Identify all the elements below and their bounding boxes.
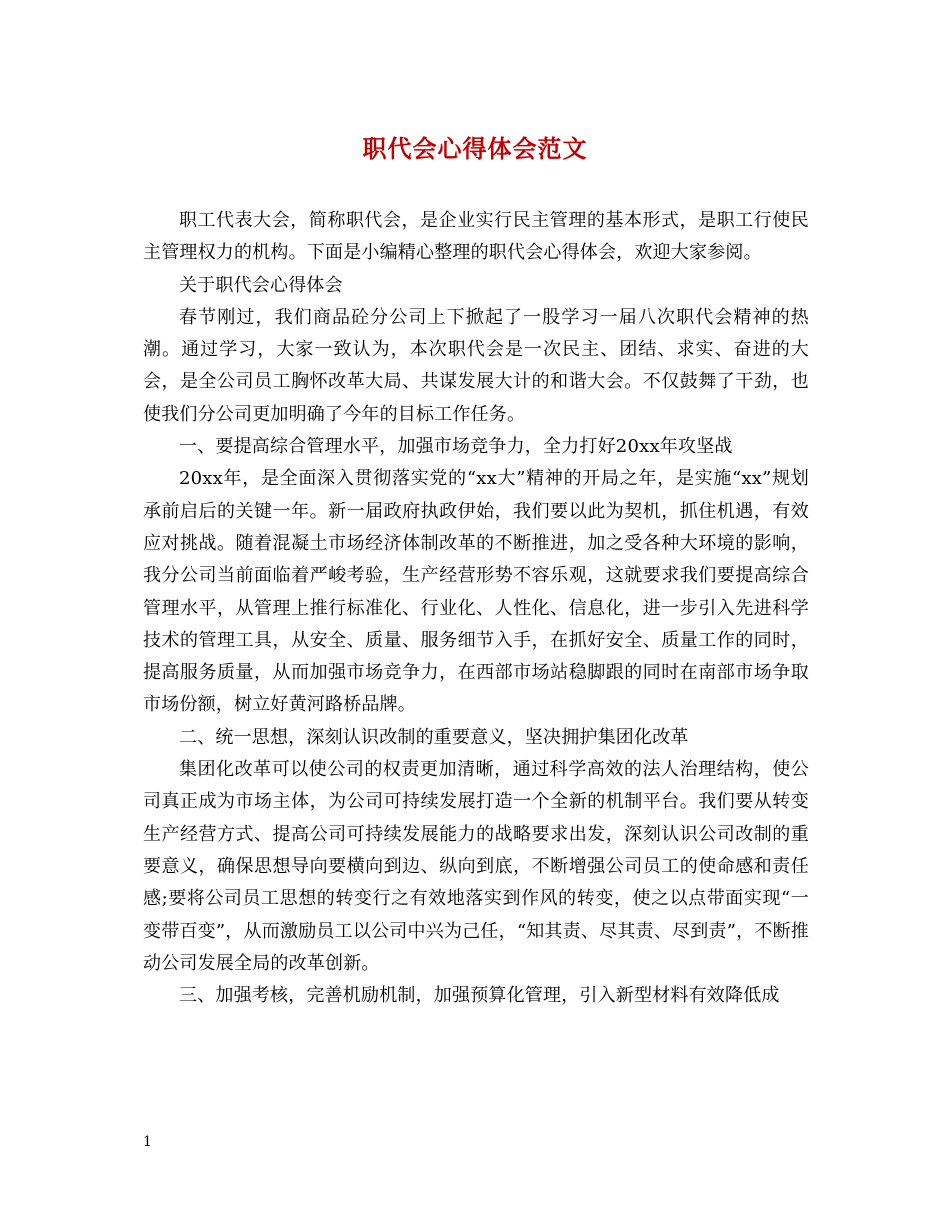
document-body	[143, 205, 809, 1012]
body-paragraph: 20xx年，是全面深入贯彻落实党的“xx大”精神的开局之年，是实施“xx”规划承前启后的关键一年。新一届政府执政伊始，我们要以此为契机，抓住机遇，有效应对挑战。随着混凝土市场经济体制改革的不断推进，加之受各种大环境的影响，我分公司当前面临着严峻考验，生产经营形势不容乐观，这就要求我们要提高综合管理水平，从管理上推行标准化、行业化、人性化、信息化，进一步引入先进科学技术的管理工具，从安全、质量、服务细节入手，在抓好安全、质量工作的同时，提高服务质量，从而加强市场竞争力，在西部市场站稳脚跟的同时在南部市场争取市场份额，树立好黄河路桥品牌。	[143, 468, 809, 716]
body-paragraph: 春节刚过，我们商品砼分公司上下掀起了一股学习一届八次职代会精神的热潮。通过学习，大家一致认为，本次职代会是一次民主、团结、求实、奋进的大会，是全公司员工胸怀改革大局、共谋发展大计的和谐大会。不仅鼓舞了干劲，也使我们分公司更加明确了今年的目标工作任务。	[143, 306, 809, 425]
section-heading-one: 一、要提高综合管理水平，加强市场竞争力，全力打好20xx年攻坚战	[179, 436, 733, 458]
section-heading-three: 三、加强考核，完善机励机制，加强预算化管理，引入新型材料有效降低成	[179, 985, 780, 1007]
document-title: 职代会心得体会范文	[362, 134, 588, 163]
intro-paragraph: 职工代表大会，简称职代会，是企业实行民主管理的基本形式，是职工行使民主管理权力的机构。下面是小编精心整理的职代会心得体会，欢迎大家参阅。	[143, 210, 809, 264]
section-heading-two: 二、统一思想，深刻认识改制的重要意义，坚决拥护集团化改革	[179, 726, 689, 748]
body-paragraph: 集团化改革可以使公司的权责更加清晰，通过科学高效的法人治理结构，使公司真正成为市场主体，为公司可持续发展打造一个全新的机制平台。我们要从转变生产经营方式、提高公司可持续发展能力的战略要求出发，深刻认识公司改制的重要意义，确保思想导向要横向到边、纵向到底，不断增强公司员工的使命感和责任感;要将公司员工思想的转变行之有效地落实到作风的转变，使之以点带面实现“一变带百变”，从而激励员工以公司中兴为己任，“知其责、尽其责、尽到责”，不断推动公司发展全局的改革创新。	[143, 759, 809, 974]
page-number: 1	[143, 1134, 152, 1150]
section-heading-about: 关于职代会心得体会	[179, 274, 343, 296]
